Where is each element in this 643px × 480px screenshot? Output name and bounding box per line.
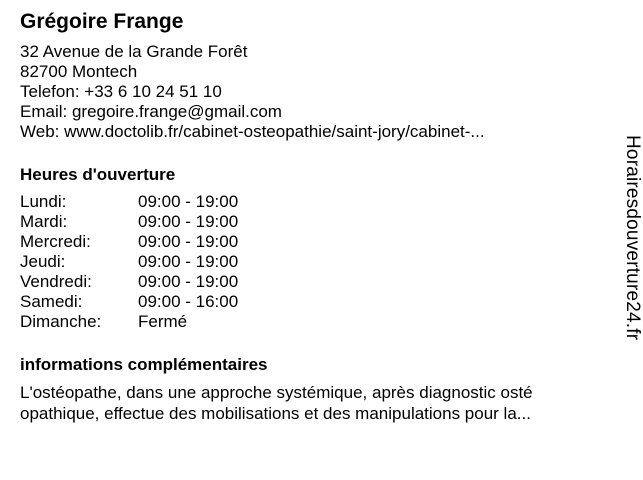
address-line-1: 32 Avenue de la Grande Forêt [20,42,248,61]
hours-row [20,312,238,332]
website-line: Web: www.doctolib.fr/cabinet-osteopathie/saint-jory/cabinet-... [20,122,485,141]
day-label: Samedi: [20,292,83,311]
email-line: Email: gregoire.frange@gmail.com [20,102,282,121]
opening-hours-table [20,192,238,332]
day-label: Vendredi: [20,272,92,291]
hours-row [20,292,238,312]
address-line-2: 82700 Montech [20,62,138,81]
hours-value: 09:00 - 19:00 [138,272,239,291]
hours-value: 09:00 - 19:00 [138,212,239,231]
day-label: Mardi: [20,212,68,231]
day-label: Dimanche: [20,312,102,331]
hours-value: 09:00 - 19:00 [138,252,239,271]
hours-row [20,192,238,212]
hours-row [20,212,238,232]
day-label: Mercredi: [20,232,91,251]
description-text [20,382,615,424]
description-line-1: L'ostéopathe, dans une approche systémique, après diagnostic osté [20,383,533,402]
hours-value: 09:00 - 16:00 [138,292,239,311]
hours-value: 09:00 - 19:00 [138,192,239,211]
opening-hours-heading: Heures d'ouverture [20,165,176,184]
hours-value: 09:00 - 19:00 [138,232,239,251]
additional-info-heading: informations complémentaires [20,355,268,374]
day-label: Lundi: [20,192,67,211]
description-line-2: opathique, effectue des mobilisations et des manipulations pour la... [20,404,531,423]
listing-card [20,8,615,424]
hours-row [20,232,238,252]
day-label: Jeudi: [20,252,66,271]
hours-row [20,252,238,272]
site-watermark: Horairesdouverture24.fr [622,135,643,341]
hours-row [20,272,238,292]
hours-value: Fermé [138,312,188,331]
phone-line: Telefon: +33 6 10 24 51 10 [20,82,222,101]
business-name: Grégoire Frange [20,10,184,33]
